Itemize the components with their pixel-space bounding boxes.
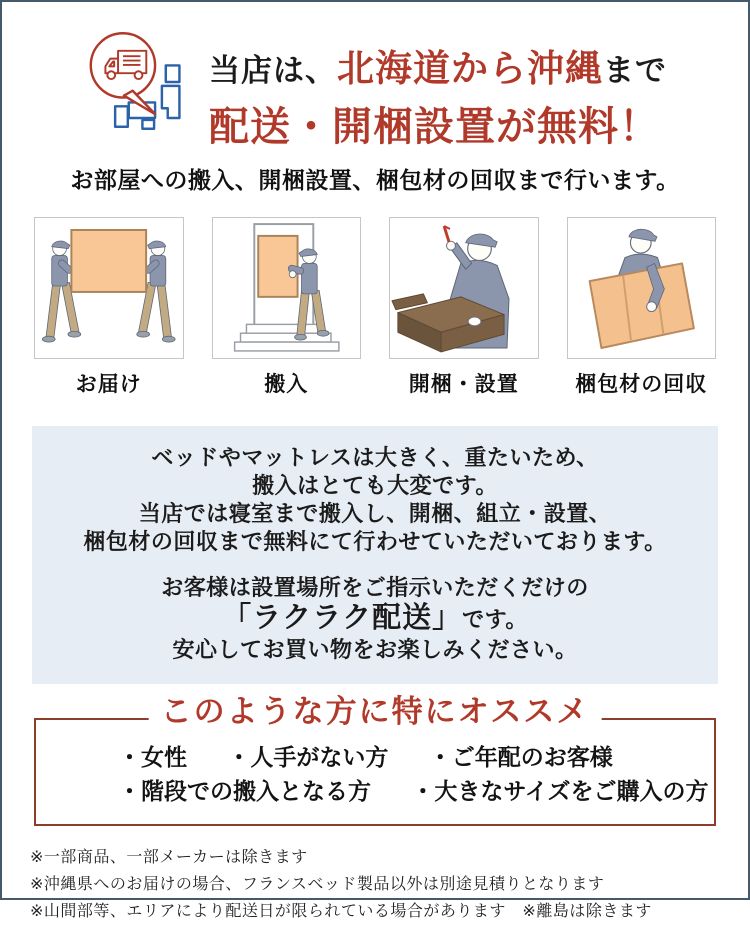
info-line: 梱包材の回収まで無料にて行わせていただいております。 xyxy=(83,529,667,554)
info-paragraph-2 xyxy=(42,574,708,664)
recommend-items-line1 xyxy=(118,740,704,774)
step-label-carry-in: 搬入 xyxy=(264,373,309,396)
step-carry-in xyxy=(212,217,362,398)
info-line: ベッドやマットレスは大きく、重たいため、 xyxy=(151,445,599,470)
info-line: 安心してお買い物をお楽しみください。 xyxy=(172,637,578,662)
unpack-setup-illustration xyxy=(389,217,539,359)
rakuraku-delivery-line xyxy=(42,602,708,636)
header-text xyxy=(209,26,667,152)
header xyxy=(2,26,748,152)
rakuraku-delivery-suffix: です。 xyxy=(462,607,528,632)
recommend-item: ・大きなサイズをご購入の方 xyxy=(411,778,709,804)
step-label-unpack-setup: 開梱・設置 xyxy=(408,373,519,396)
header-line1-suffix: まで xyxy=(603,53,667,88)
recommend-item: ・階段での搬入となる方 xyxy=(118,778,371,804)
recommend-title: このような方に特にオススメ xyxy=(149,695,602,729)
recommend-item: ・ご年配のお客様 xyxy=(428,744,613,770)
rakuraku-delivery-emphasis: 「ラクラク配送」 xyxy=(222,602,463,634)
recommend-items-line2 xyxy=(118,774,709,808)
note-line: ※沖縄県へのお届けの場合、フランスベッド製品以外は別途見積りとなります xyxy=(30,876,605,893)
delivery-illustration xyxy=(34,217,184,359)
header-line1 xyxy=(209,38,667,92)
header-line2: 配送・開梱設置が無料！ xyxy=(209,105,660,149)
step-label-packing-pickup: 梱包材の回収 xyxy=(575,373,708,396)
step-label-delivery: お届け xyxy=(75,373,142,396)
recommend-item: ・女性 xyxy=(118,744,187,770)
step-packing-pickup xyxy=(567,217,717,398)
free-delivery-banner xyxy=(2,26,748,925)
header-line1-prefix: 当店は、 xyxy=(209,53,337,88)
step-delivery xyxy=(34,217,184,398)
truck-japan-delivery-icon xyxy=(83,26,195,136)
info-line: お客様は設置場所をご指示いただくだけの xyxy=(161,575,589,600)
info-box xyxy=(32,426,718,684)
subtitle: お部屋への搬入、開梱設置、梱包材の回収まで行います。 xyxy=(70,167,680,193)
note-line: ※一部商品、一部メーカーは除きます xyxy=(30,849,308,866)
info-line: 搬入はとても大変です。 xyxy=(252,473,498,498)
note-line: ※山間部等、エリアにより配送日が限られている場合があります ※離島は除きます xyxy=(30,903,652,920)
carry-in-illustration xyxy=(212,217,362,359)
recommend-item: ・人手がない方 xyxy=(227,744,389,770)
header-line1-highlight: 北海道から沖縄 xyxy=(337,48,603,89)
disclaimer-notes xyxy=(30,844,748,925)
packing-pickup-illustration xyxy=(567,217,717,359)
info-line: 当店では寝室まで搬入し、開梱、組立・設置、 xyxy=(138,501,612,526)
recommend-box xyxy=(34,694,716,826)
info-paragraph-1 xyxy=(42,444,708,556)
service-steps xyxy=(2,217,748,398)
step-unpack-setup xyxy=(389,217,539,398)
